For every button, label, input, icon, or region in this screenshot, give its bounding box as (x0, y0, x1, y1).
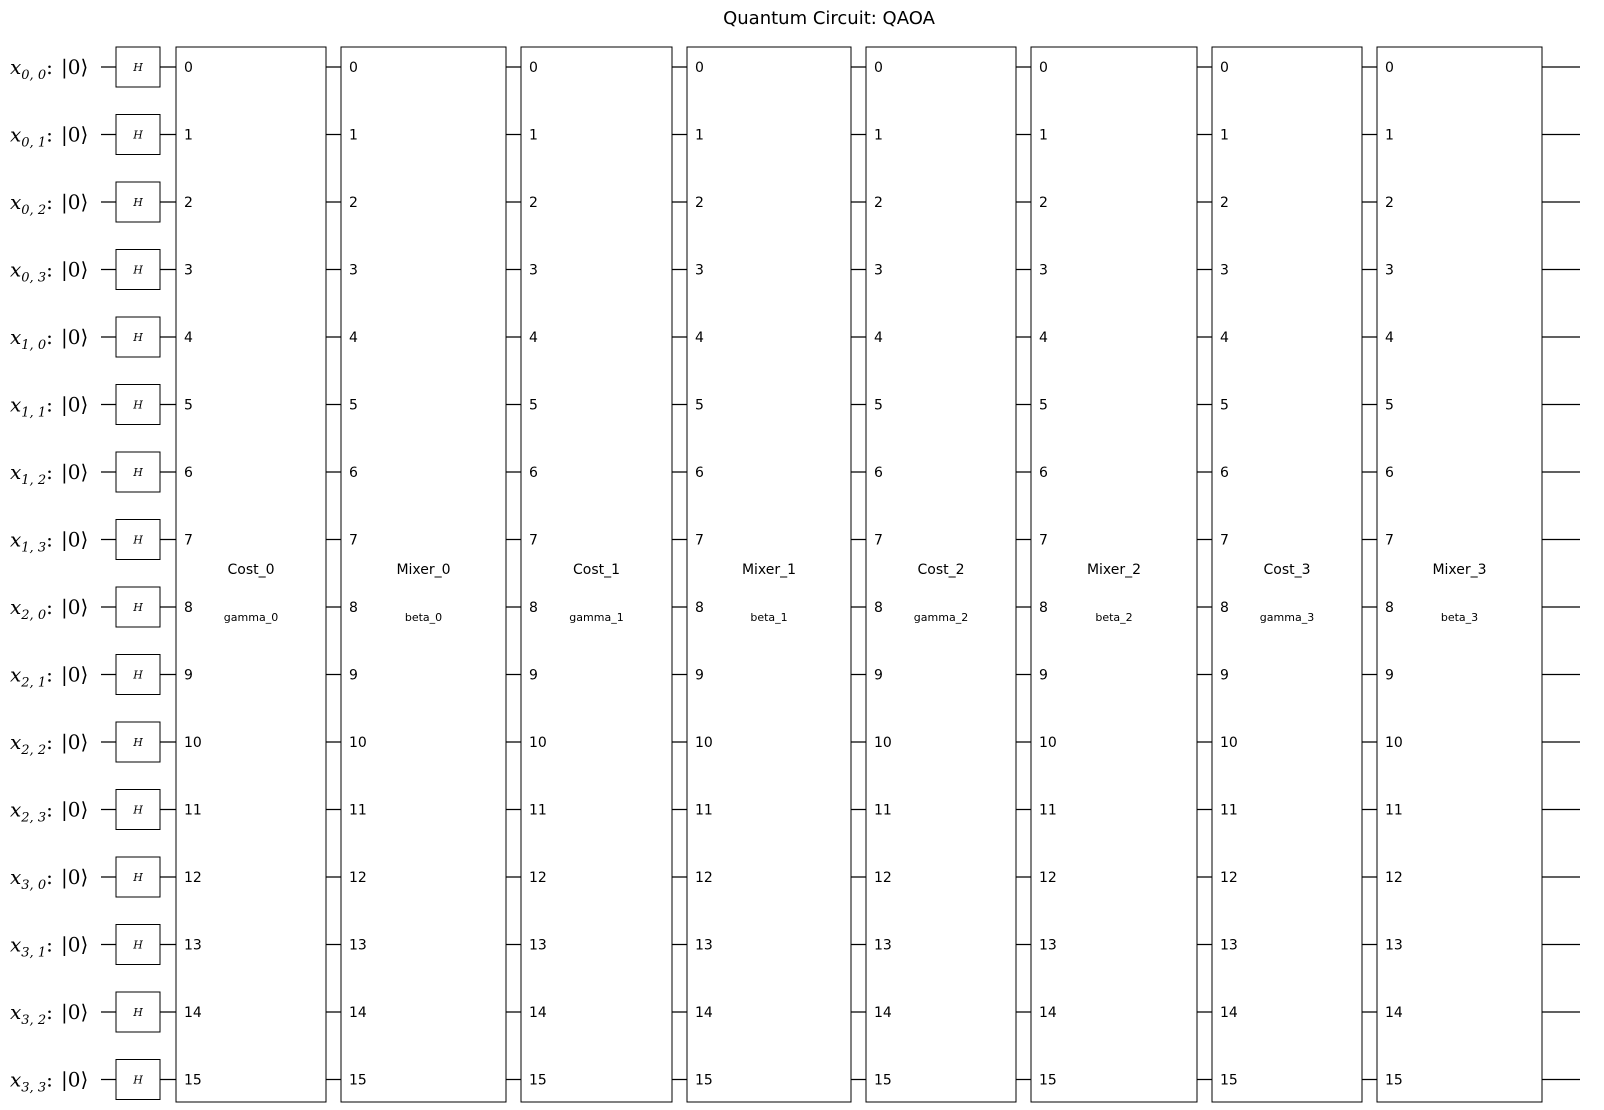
qubit-subscript: 3, 1 (21, 945, 47, 961)
gate-pin-label: 7 (184, 532, 193, 549)
initial-state-ket: |0⟩ (61, 1000, 89, 1024)
qubit-label (10, 1068, 53, 1096)
qubit-colon: : (46, 122, 53, 147)
gate-pin-label: 0 (529, 60, 538, 76)
gate-pin-label: 9 (184, 667, 193, 684)
gate-parameter: gamma_0 (223, 611, 279, 624)
gate-pin-label: 3 (184, 262, 193, 279)
initial-state-ket: |0⟩ (61, 932, 89, 957)
qubit-colon: : (46, 1000, 53, 1024)
qaoa-gates (176, 47, 1542, 1102)
qubit-variable: x (10, 122, 22, 147)
gate-pin-label: 2 (349, 195, 358, 211)
gate-pin-label: 6 (529, 465, 538, 481)
qubit-subscript: 3, 0 (21, 878, 47, 893)
gate-pin-label: 1 (695, 127, 704, 144)
gate-pin-label: 3 (349, 262, 358, 279)
gate-pin-label: 12 (1039, 870, 1057, 886)
gate-pin-label: 7 (349, 532, 358, 549)
gate-pin-label: 13 (874, 937, 892, 954)
gate-pin-label: 3 (1039, 262, 1048, 279)
qubit-subscript: 2, 0 (21, 608, 47, 623)
gate-pin-label: 3 (1220, 262, 1229, 279)
gate-pin-label: 13 (349, 937, 367, 954)
qubit-label (10, 393, 53, 421)
qubit-label (10, 190, 53, 218)
gate-pin-label: 12 (874, 870, 892, 886)
gate-cost-1 (521, 47, 672, 1102)
hadamard-label: H (133, 668, 143, 682)
qubit-label (10, 460, 53, 488)
gate-pin-label: 14 (529, 1005, 547, 1021)
qubit-variable: x (10, 325, 22, 349)
gate-pin-label: 14 (1385, 1005, 1403, 1021)
gate-mixer-0 (341, 47, 506, 1102)
gate-pin-label: 2 (1039, 195, 1048, 211)
gate-pin-label: 4 (349, 330, 358, 346)
qubit-label (10, 933, 53, 961)
hadamard-label: H (133, 533, 143, 547)
gate-pin-label: 13 (1220, 937, 1238, 954)
gate-pin-label: 2 (184, 195, 193, 211)
gate-pin-label: 4 (1385, 330, 1394, 346)
gate-pin-label: 8 (529, 600, 538, 616)
gate-pin-label: 12 (349, 870, 367, 886)
hadamard-label: H (133, 263, 143, 277)
hadamard-label: H (133, 466, 143, 479)
gate-pin-label: 6 (184, 465, 193, 481)
gate-pin-label: 15 (1385, 1072, 1403, 1089)
qubit-subscript: 1, 3 (21, 540, 47, 556)
qubit-variable: x (10, 257, 22, 282)
gate-pin-label: 9 (1039, 667, 1048, 684)
gate-cost-0 (176, 47, 326, 1102)
hadamard-label: H (133, 331, 143, 344)
gate-pin-label: 0 (184, 60, 193, 76)
gate-pin-label: 6 (1039, 465, 1048, 481)
qubit-colon: : (46, 1067, 53, 1092)
gate-pin-label: 1 (1385, 127, 1394, 144)
gate-pin-label: 7 (1385, 532, 1394, 549)
gate-pin-label: 1 (1220, 127, 1229, 144)
qubit-variable: x (10, 1000, 22, 1024)
gate-pin-label: 11 (1039, 802, 1057, 819)
qubit-label (10, 865, 53, 893)
qubit-label (10, 663, 53, 691)
gate-mixer-3 (1377, 47, 1542, 1102)
gate-pin-label: 4 (695, 330, 704, 346)
gate-pin-label: 6 (1385, 465, 1394, 481)
qubit-variable: x (10, 730, 22, 754)
gate-pin-label: 0 (349, 60, 358, 76)
qubit-subscript: 1, 1 (21, 405, 47, 421)
gate-pin-label: 11 (1220, 802, 1238, 819)
gate-pin-label: 1 (184, 127, 193, 144)
qubit-variable: x (10, 460, 22, 484)
hadamard-label: H (133, 1006, 143, 1019)
gate-pin-label: 8 (695, 600, 704, 616)
qubit-variable: x (10, 527, 22, 552)
gate-pin-label: 11 (349, 802, 367, 819)
gate-pin-label: 10 (1220, 735, 1238, 751)
initial-state-ket: |0⟩ (61, 190, 89, 214)
qubit-colon: : (46, 865, 53, 889)
gate-pin-label: 4 (184, 330, 193, 346)
qubit-subscript: 0, 1 (21, 135, 47, 151)
gate-pin-label: 15 (1039, 1072, 1057, 1089)
initial-state-ket: |0⟩ (61, 392, 89, 417)
gate-pin-label: 15 (184, 1072, 202, 1089)
gate-pin-label: 7 (529, 532, 538, 549)
gate-name: Mixer_2 (1086, 562, 1142, 578)
gate-pin-label: 11 (529, 802, 547, 819)
gate-cost-2 (866, 47, 1016, 1102)
qubit-subscript: 2, 2 (21, 743, 47, 758)
gate-pin-label: 6 (1220, 465, 1229, 481)
gate-pin-label: 13 (529, 937, 547, 954)
gate-pin-label: 5 (1385, 397, 1394, 414)
qubit-label (10, 123, 53, 151)
gate-pin-label: 14 (184, 1005, 202, 1021)
gate-pin-label: 0 (1385, 60, 1394, 76)
qubit-colon: : (46, 460, 53, 484)
gate-pin-label: 13 (184, 937, 202, 954)
qubit-variable: x (10, 190, 22, 214)
gate-pin-label: 4 (1220, 330, 1229, 346)
gate-pin-label: 8 (1385, 600, 1394, 616)
hadamard-label: H (133, 196, 143, 209)
qubit-colon: : (46, 527, 53, 552)
qubit-colon: : (46, 797, 53, 822)
gate-pin-label: 10 (1385, 735, 1403, 751)
gate-pin-label: 3 (695, 262, 704, 279)
hadamard-label: H (133, 61, 143, 74)
gate-pin-label: 1 (1039, 127, 1048, 144)
qubit-label (10, 258, 53, 286)
gate-pin-label: 12 (1220, 870, 1238, 886)
gate-pin-label: 1 (874, 127, 883, 144)
qubit-variable: x (10, 797, 22, 822)
gate-pin-label: 11 (874, 802, 892, 819)
initial-state-ket: |0⟩ (61, 865, 89, 889)
initial-state-ket: |0⟩ (61, 595, 89, 619)
qubit-label (10, 528, 53, 556)
qubit-label (10, 595, 53, 623)
qubit-variable: x (10, 662, 22, 687)
gate-pin-label: 13 (695, 937, 713, 954)
qubit-variable: x (10, 865, 22, 889)
gate-parameter: beta_3 (1440, 611, 1479, 624)
qubit-variable: x (10, 1067, 22, 1092)
gate-pin-label: 6 (349, 465, 358, 481)
gate-pin-label: 10 (874, 735, 892, 751)
gate-parameter: gamma_2 (913, 611, 969, 624)
gate-pin-label: 14 (1039, 1005, 1057, 1021)
qubit-colon: : (46, 190, 53, 214)
initial-state-ket: |0⟩ (61, 662, 89, 687)
initial-state-ket: |0⟩ (61, 257, 89, 282)
qubit-subscript: 1, 0 (21, 338, 47, 353)
initial-state-ket: |0⟩ (61, 325, 89, 349)
gate-pin-label: 3 (1385, 262, 1394, 279)
gate-name: Mixer_3 (1432, 562, 1487, 578)
hadamard-gates (116, 47, 160, 1100)
gate-pin-label: 10 (184, 735, 202, 751)
gate-pin-label: 12 (695, 870, 713, 886)
qubit-colon: : (46, 325, 53, 349)
gate-pin-label: 5 (1039, 397, 1048, 414)
gate-pin-label: 2 (1385, 195, 1394, 211)
gate-pin-label: 15 (1220, 1072, 1238, 1089)
qubit-colon: : (46, 662, 53, 687)
gate-pin-label: 8 (1220, 600, 1229, 616)
gate-pin-label: 8 (349, 600, 358, 616)
gate-name: Cost_0 (227, 562, 275, 578)
gate-pin-label: 2 (1220, 195, 1229, 211)
gate-pin-label: 14 (349, 1005, 367, 1021)
gate-pin-label: 8 (874, 600, 883, 616)
qubit-colon: : (46, 730, 53, 754)
gate-pin-label: 13 (1039, 937, 1057, 954)
gate-mixer-2 (1031, 47, 1197, 1102)
gate-pin-label: 12 (1385, 870, 1403, 886)
gate-pin-label: 9 (874, 667, 883, 684)
qubit-label (10, 325, 53, 353)
initial-state-ket: |0⟩ (61, 527, 89, 552)
initial-state-ket: |0⟩ (61, 730, 89, 754)
gate-pin-label: 11 (695, 802, 713, 819)
gate-pin-label: 2 (874, 195, 883, 211)
gate-name: Cost_3 (1263, 562, 1311, 578)
initial-state-ket: |0⟩ (61, 460, 89, 484)
gate-parameter: beta_0 (404, 611, 443, 624)
hadamard-label: H (133, 128, 143, 142)
gate-pin-label: 3 (874, 262, 883, 279)
gate-pin-label: 11 (184, 802, 202, 819)
gate-pin-label: 5 (529, 397, 538, 414)
gate-pin-label: 0 (1220, 60, 1229, 76)
gate-pin-label: 10 (695, 735, 713, 751)
gate-parameter: gamma_1 (569, 611, 624, 624)
qubit-subscript: 0, 3 (21, 270, 47, 286)
gate-pin-label: 0 (695, 60, 704, 76)
gate-pin-label: 5 (1220, 397, 1229, 414)
qubit-variable: x (10, 595, 22, 619)
gate-pin-label: 15 (874, 1072, 892, 1089)
circuit-title: Quantum Circuit: QAOA (723, 8, 935, 29)
qubit-subscript: 2, 1 (21, 675, 47, 691)
gate-pin-label: 9 (1220, 667, 1229, 684)
qubit-colon: : (46, 932, 53, 957)
qubit-colon: : (46, 595, 53, 619)
gate-pin-label: 5 (349, 397, 358, 414)
gate-cost-3 (1212, 47, 1362, 1102)
gate-pin-label: 5 (695, 397, 704, 414)
gate-pin-label: 7 (1039, 532, 1048, 549)
qubit-colon: : (46, 257, 53, 282)
qubit-labels (10, 55, 88, 1096)
gate-pin-label: 4 (1039, 330, 1048, 346)
gate-pin-label: 7 (874, 532, 883, 549)
gate-parameter: gamma_3 (1259, 611, 1315, 624)
gate-pin-label: 10 (1039, 735, 1057, 751)
gate-pin-label: 5 (874, 397, 883, 414)
qubit-label (10, 1000, 53, 1028)
gate-pin-label: 14 (1220, 1005, 1238, 1021)
gate-pin-label: 9 (349, 667, 358, 684)
gate-pin-label: 2 (529, 195, 538, 211)
initial-state-ket: |0⟩ (61, 122, 89, 147)
gate-parameter: beta_1 (750, 611, 788, 624)
gate-pin-label: 6 (874, 465, 883, 481)
gate-pin-label: 5 (184, 397, 193, 414)
initial-state-ket: |0⟩ (61, 797, 89, 822)
gate-pin-label: 9 (1385, 667, 1394, 684)
gate-pin-label: 14 (874, 1005, 892, 1021)
qubit-subscript: 3, 2 (21, 1013, 47, 1028)
gate-pin-label: 11 (1385, 802, 1403, 819)
gate-pin-label: 15 (529, 1072, 547, 1089)
gate-pin-label: 1 (529, 127, 538, 144)
gate-pin-label: 0 (874, 60, 883, 76)
hadamard-label: H (133, 1073, 143, 1087)
gate-pin-label: 2 (695, 195, 704, 211)
qubit-label (10, 798, 53, 826)
gate-pin-label: 8 (184, 600, 193, 616)
gate-name: Cost_2 (917, 562, 965, 578)
gate-pin-label: 15 (349, 1072, 367, 1089)
gate-pin-label: 13 (1385, 937, 1403, 954)
qubit-variable: x (10, 55, 22, 79)
gate-pin-label: 7 (695, 532, 704, 549)
gate-pin-label: 6 (695, 465, 704, 481)
gate-pin-label: 9 (529, 667, 538, 684)
gate-parameter: beta_2 (1095, 611, 1133, 624)
hadamard-label: H (133, 871, 143, 884)
gate-name: Mixer_0 (396, 562, 451, 578)
qubit-colon: : (46, 55, 53, 79)
qubit-label (10, 55, 53, 83)
gate-pin-label: 8 (1039, 600, 1048, 616)
qubit-label (10, 730, 53, 758)
gate-pin-label: 7 (1220, 532, 1229, 549)
gate-pin-label: 12 (184, 870, 202, 886)
hadamard-label: H (133, 736, 143, 749)
gate-pin-label: 4 (874, 330, 883, 346)
qubit-variable: x (10, 392, 22, 417)
gate-pin-label: 14 (695, 1005, 713, 1021)
qubit-variable: x (10, 932, 22, 957)
gate-pin-label: 3 (529, 262, 538, 279)
qubit-subscript: 3, 3 (21, 1080, 47, 1096)
gate-pin-label: 10 (349, 735, 367, 751)
gate-mixer-1 (687, 47, 851, 1102)
gate-name: Cost_1 (572, 562, 621, 578)
initial-state-ket: |0⟩ (61, 55, 89, 79)
gate-pin-label: 4 (529, 330, 538, 346)
gate-pin-label: 10 (529, 735, 547, 751)
qubit-subscript: 0, 2 (21, 203, 47, 218)
gate-pin-label: 15 (695, 1072, 713, 1089)
qubit-subscript: 2, 3 (21, 810, 47, 826)
gate-pin-label: 1 (349, 127, 358, 144)
gate-pin-label: 9 (695, 667, 704, 684)
qubit-colon: : (46, 392, 53, 417)
gate-name: Mixer_1 (741, 562, 797, 578)
qubit-subscript: 1, 2 (21, 473, 47, 488)
hadamard-label: H (133, 601, 143, 614)
gate-pin-label: 12 (529, 870, 547, 886)
hadamard-label: H (133, 398, 143, 412)
hadamard-label: H (133, 938, 143, 952)
hadamard-label: H (133, 803, 143, 817)
gate-pin-label: 0 (1039, 60, 1048, 76)
qubit-subscript: 0, 0 (21, 68, 47, 83)
initial-state-ket: |0⟩ (61, 1067, 89, 1092)
